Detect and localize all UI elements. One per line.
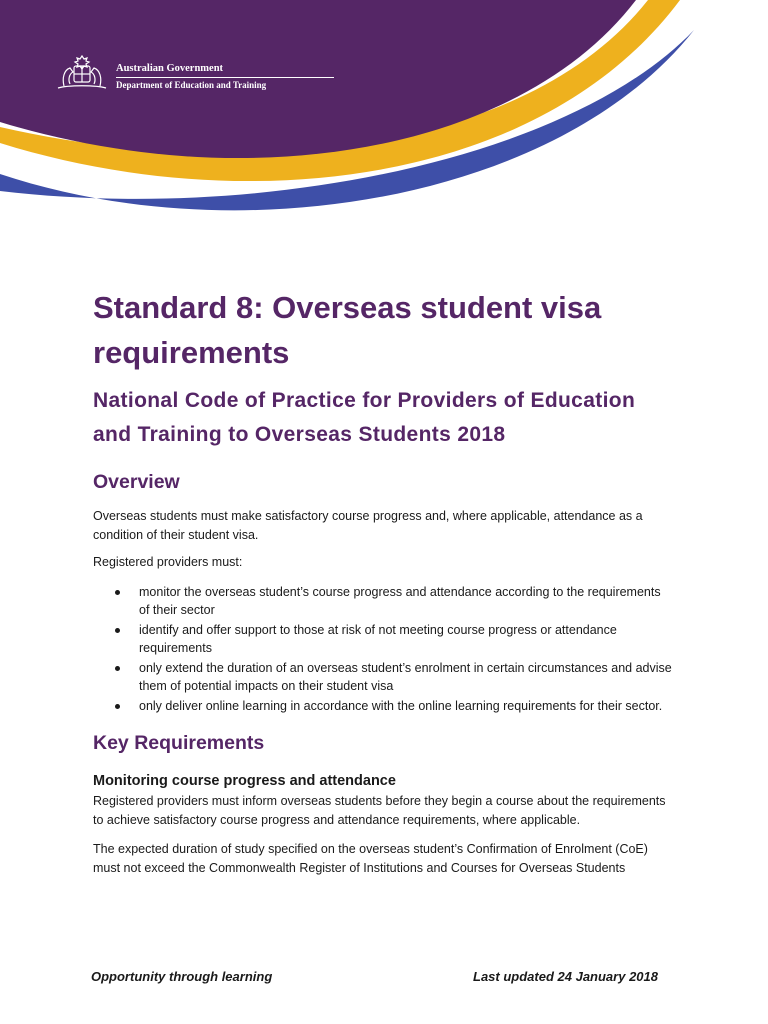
- bullet-icon: [115, 590, 120, 595]
- monitoring-subheading: Monitoring course progress and attendance: [93, 773, 396, 789]
- providers-intro: Registered providers must:: [93, 555, 243, 569]
- footer-last-updated: Last updated 24 January 2018: [473, 969, 658, 984]
- department-name: Department of Education and Training: [116, 80, 267, 90]
- overview-heading: Overview: [93, 471, 180, 493]
- list-item: [139, 583, 673, 620]
- list-item-text: monitor the overseas student’s course progress and attendance according to the requirements of their sector: [139, 584, 661, 617]
- bullet-icon: [115, 704, 120, 709]
- government-logo: [54, 52, 294, 94]
- overview-paragraph: Overseas students must make satisfactory course progress and, where applicable, attendance as a condition of their student visa.: [93, 509, 643, 542]
- list-item-text: only extend the duration of an overseas student’s enrolment in certain circumstances and advise them of potential impacts on their student visa: [139, 660, 672, 693]
- list-item: [139, 697, 673, 716]
- list-item: [139, 621, 673, 658]
- government-name: Australian Government: [116, 63, 224, 74]
- list-item-text: only deliver online learning in accordance with the online learning requirements for their sector.: [139, 698, 663, 713]
- bullet-icon: [115, 666, 120, 671]
- list-item-text: identify and offer support to those at risk of not meeting course progress or attendance requirements: [139, 622, 617, 655]
- header-banner: [0, 0, 768, 250]
- document-body: [93, 285, 673, 877]
- logo-divider: [116, 77, 334, 78]
- page-title: Standard 8: Overseas student visa requirements: [93, 290, 602, 370]
- bullet-icon: [115, 628, 120, 633]
- monitoring-paragraph-1: Registered providers must inform overseas students before they begin a course about the requirements to achieve satisfactory course progress and attendance requirements, where applicable.: [93, 794, 666, 827]
- key-requirements-heading: Key Requirements: [93, 732, 265, 754]
- footer-tagline: Opportunity through learning: [91, 969, 273, 984]
- page-footer: [91, 969, 658, 989]
- monitoring-paragraph-2: The expected duration of study specified on the overseas student’s Confirmation of Enrolment (CoE) must not exceed the Commonwealth Register of Institutions and Courses for Overseas Students: [93, 842, 648, 875]
- coat-of-arms-icon: [54, 52, 110, 92]
- requirements-list: [93, 583, 673, 716]
- list-item: [139, 659, 673, 696]
- page-subtitle: National Code of Practice for Providers of Education and Training to Overseas Students 2018: [93, 389, 636, 446]
